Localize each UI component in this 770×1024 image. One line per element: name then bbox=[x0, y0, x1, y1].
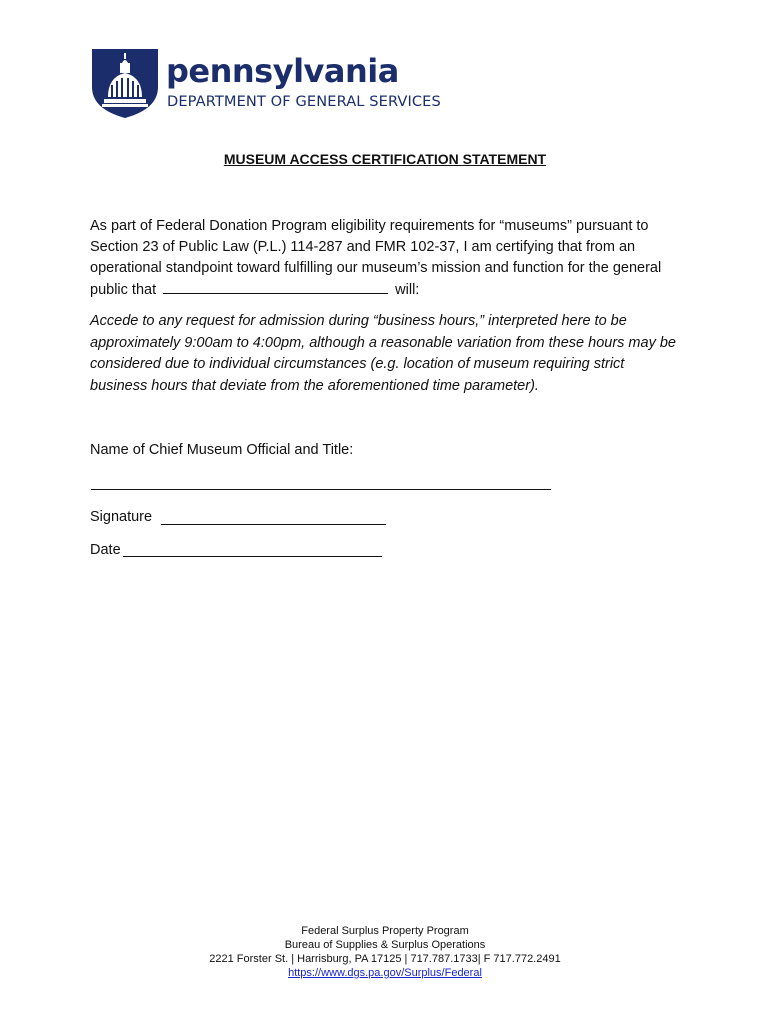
footer-link[interactable]: https://www.dgs.pa.gov/Surplus/Federal bbox=[288, 967, 482, 979]
official-name-label: Name of Chief Museum Official and Title: bbox=[90, 442, 354, 458]
museum-name-blank[interactable] bbox=[163, 279, 388, 294]
footer-bureau: Bureau of Supplies & Surplus Operations bbox=[284, 939, 486, 951]
signature-label: Signature bbox=[90, 509, 153, 525]
logo-department: DEPARTMENT OF GENERAL SERVICES bbox=[167, 93, 441, 110]
official-name-line[interactable] bbox=[91, 489, 551, 490]
signature-line[interactable] bbox=[161, 524, 386, 525]
logo-wordmark: pennsylvania bbox=[166, 52, 399, 90]
footer-program: Federal Surplus Property Program bbox=[301, 925, 469, 937]
intro-text: As part of Federal Donation Program eligibility requirements for “museums” pursuant to Section 23 of Public Law (P.L.) 114-287 and FMR 102-37, I am certifying that from an operational standpoint toward fulfilling our museum’s mission and function for the general public that bbox=[90, 218, 662, 298]
capitol-dome-logo-icon bbox=[90, 47, 160, 119]
date-label: Date bbox=[90, 542, 121, 558]
admission-statement: Accede to any request for admission during “business hours,” interpreted here to be approximately 9:00am to 4:00pm, although a reasonable variation from these hours may be considered due to individual circumstances (e.g. location of museum requiring strict business hours that deviate from the aforementioned time parameter). bbox=[90, 313, 676, 394]
dgs-logo bbox=[90, 47, 441, 119]
date-line[interactable] bbox=[123, 556, 382, 557]
document-title: MUSEUM ACCESS CERTIFICATION STATEMENT bbox=[223, 151, 547, 167]
footer-address: 2221 Forster St. | Harrisburg, PA 17125 | 717.787.1733| F 717.772.2491 bbox=[209, 953, 561, 965]
intro-paragraph bbox=[90, 216, 690, 301]
intro-text-end: will: bbox=[395, 282, 420, 298]
footer bbox=[0, 924, 770, 980]
